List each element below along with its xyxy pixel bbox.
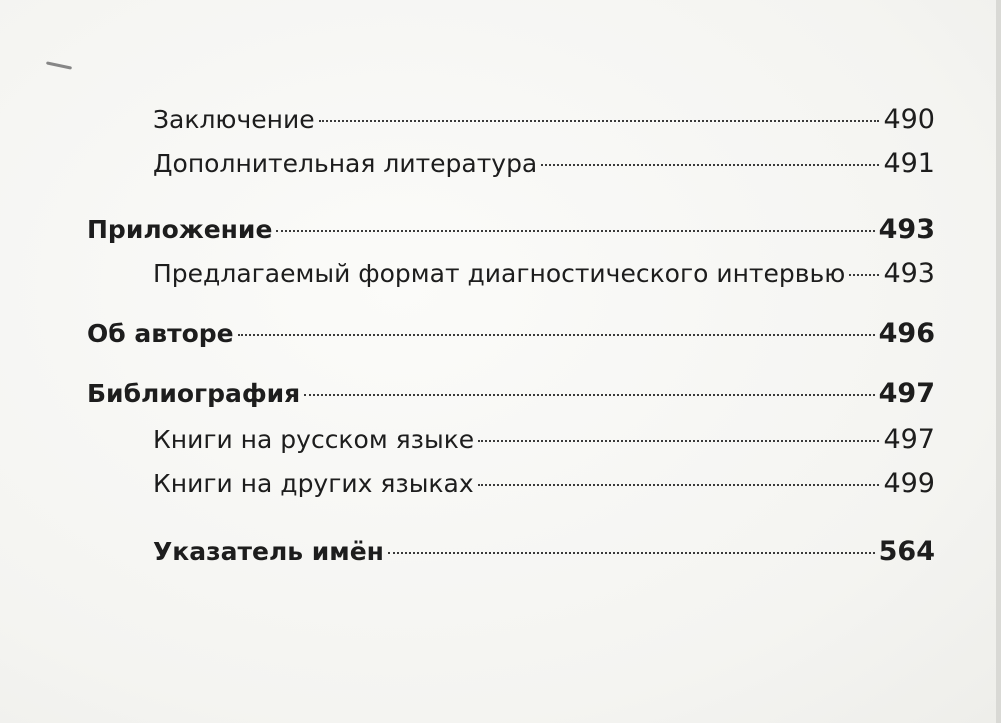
- ink-smudge: [46, 61, 72, 69]
- dot-leader: [388, 552, 875, 554]
- toc-entry-title: Книги на русском языке: [153, 425, 475, 454]
- toc-entry: [153, 530, 935, 574]
- page-edge: [996, 0, 1001, 723]
- toc-entry-page: 497: [878, 378, 935, 409]
- dot-leader: [478, 440, 879, 442]
- dot-leader: [849, 274, 879, 276]
- toc-entry-page: 564: [878, 536, 935, 567]
- toc-entry: [153, 418, 935, 462]
- dot-leader: [238, 334, 875, 336]
- toc-entry-page: 496: [878, 318, 935, 349]
- toc-entry-title: Библиография: [87, 379, 301, 408]
- toc-entry: [153, 462, 935, 506]
- toc-entry: [153, 252, 935, 296]
- toc-entry-page: 491: [883, 148, 935, 179]
- toc-entry-page: 493: [878, 214, 935, 245]
- toc-entry-page: 499: [883, 468, 935, 499]
- toc-entry: [87, 312, 935, 356]
- toc-entry-page: 490: [883, 104, 935, 135]
- toc-entry-title: Об авторе: [87, 319, 234, 348]
- toc-entry-title: Дополнительная литература: [153, 149, 538, 178]
- toc-entry: [87, 208, 935, 252]
- toc-entry-title: Приложение: [87, 215, 273, 244]
- toc-entry: [87, 372, 935, 416]
- dot-leader: [319, 120, 880, 122]
- dot-leader: [478, 484, 880, 486]
- toc-entry-page: 493: [883, 258, 935, 289]
- toc-entry-title: Книги на других языках: [153, 469, 474, 498]
- toc-entry: [153, 142, 935, 186]
- dot-leader: [541, 164, 879, 166]
- dot-leader: [304, 394, 874, 396]
- toc-entry: [153, 98, 935, 142]
- toc-entry-title: Предлагаемый формат диагностического интервью: [153, 259, 846, 288]
- toc-entry-title: Указатель имён: [153, 537, 384, 566]
- toc-entry-title: Заключение: [153, 105, 315, 134]
- toc-entry-page: 497: [883, 424, 935, 455]
- dot-leader: [276, 230, 874, 232]
